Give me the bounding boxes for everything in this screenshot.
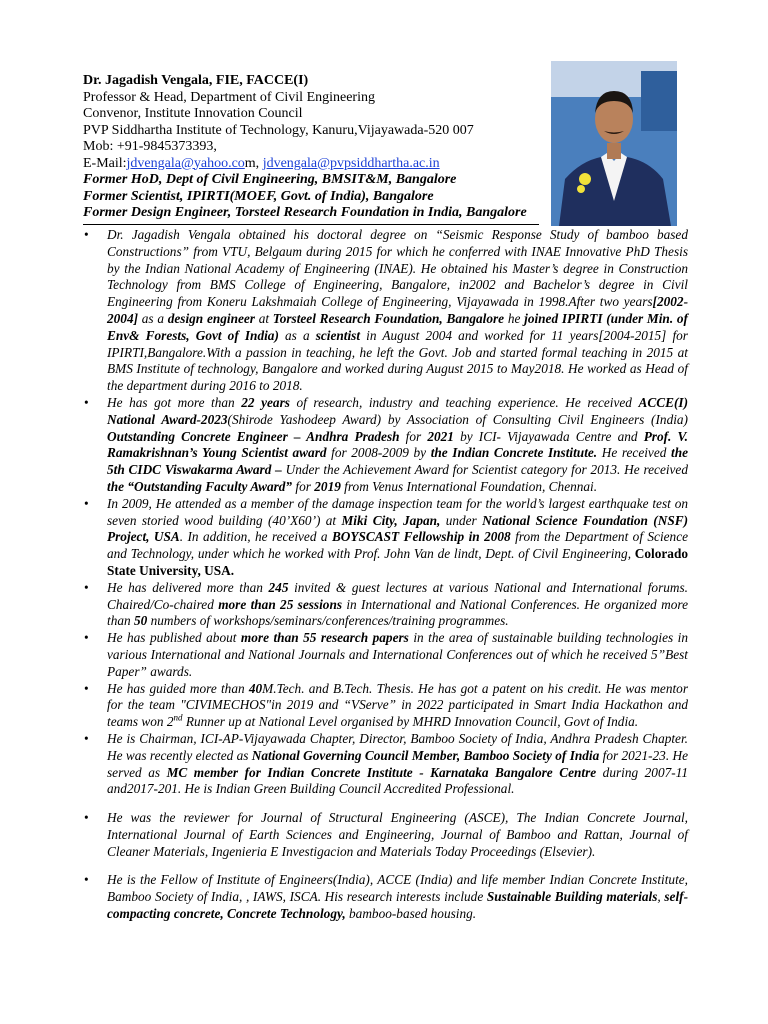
list-item: • He has delivered more than 245 invited & guest lectures at various National and International forums. Chaired/Co-chaired more than 25 sessions in International and National Conferences. He organized more than 50 numbers of workshops/seminars/conferences/training programmes.: [84, 579, 688, 629]
list-item: • Dr. Jagadish Vengala obtained his doctoral degree on “Seismic Response Study of bamboo based Constructions” from VTU, Belgaum during 2015 for which he conferred with INAE Innovative PhD Thesis by the Indian National Academy of Engineering (INAE). He obtained his Master’s degree in Construction Technology from BMS College of Engineering, Bangalore, in2002 and Bachelor’s degree in Civil Engineering from Koneru Lakshmaiah College of Engineering, Vijayawada in 1998.After two years[2002-2004] as a design engineer at Torsteel Research Foundation, Bangalore he joined IPIRTI (under Min. of Env& Forests, Govt of India) as a scientist in August 2004 and worked for 11 years[2004-2015] for IPIRTI,Bangalore.With a passion in teaching, he left the Govt. Job and started formal teaching in 2015 at BMS Institute of technology, Bangalore and worked during August 2015 to May2018. He worked as Head of the department during 2016 to 2018.: [84, 227, 688, 394]
bullet-icon: •: [84, 810, 89, 826]
profile-photo: [551, 61, 677, 226]
former-role-1: Former HoD, Dept of Civil Engineering, BMSIT&M, Bangalore: [83, 172, 457, 187]
email-line: [83, 156, 545, 173]
position-line: Professor & Head, Department of Civil Engineering: [83, 89, 375, 105]
person-name: Dr. Jagadish Vengala, FIE, FACCE(I): [83, 73, 309, 88]
bullet-icon: •: [84, 680, 89, 696]
list-item: • He is the Fellow of Institute of Engineers(India), ACCE (India) and life member Indian Concrete Institute, Bamboo Society of India, , IAWS, ISCA. His research interests include Sustainable Building materials, self- compacting concrete, Concrete Technology, bamboo-based housing.: [84, 872, 689, 922]
institute-line: PVP Siddhartha Institute of Technology, Kanuru,Vijayawada-520 007: [83, 122, 474, 138]
bullet-icon: •: [84, 730, 89, 746]
former-role-3: Former Design Engineer, Torsteel Research Foundation in India, Bangalore: [83, 205, 527, 220]
bullet-icon: •: [84, 394, 89, 410]
email-link-yahoo[interactable]: jdvengala@yahoo.co: [126, 155, 245, 171]
bullet-icon: •: [84, 495, 89, 511]
former-role-2: Former Scientist, IPIRTI(MOEF, Govt. of India), Bangalore: [83, 188, 434, 204]
list-item: • He is Chairman, ICI-AP-Vijayawada Chapter, Director, Bamboo Society of India, Andhra Pradesh Chapter. He was recently elected as National Governing Council Member, Bamboo Society of India for 2021-23. He served as MC member for Indian Concrete Institute - Karnataka Bangalore Centre during 2007-11 and2017-201. He is Indian Green Building Council Accredited Professional.: [84, 730, 689, 797]
email-link-pvp[interactable]: jdvengala@pvpsiddhartha.ac.in: [262, 155, 440, 171]
bullet-icon: •: [84, 872, 89, 888]
bullet-icon: •: [84, 227, 89, 242]
portrait-illustration: [551, 61, 677, 226]
list-item: • He has guided more than 40M.Tech. and B.Tech. Thesis. He has got a patent on his credit. He was mentor for the team "CIVIMECHOS"in 2019 and “VServe” in 2022 participated in Smart India Hackathon and teams won 2nd Runner up at National Level organised by MHRD Innovation Council, Govt of India.: [84, 680, 688, 730]
email-prefix: E-Mail:: [83, 155, 127, 171]
list-item: • In 2009, He attended as a member of the damage inspection team for the world’s largest earthquake test on seven storied wood building (40’X60’) at Miki City, Japan, under National Science Foundation (NSF) Project, USA. In addition, he received a BOYSCAST Fellowship in 2008 from the Department of Science and Technology, under which he worked with Prof. John Van de lindt, Dept. of Civil Engineering, Colorado State University, USA.: [84, 495, 689, 578]
list-item: • He has got more than 22 years of research, industry and teaching experience. He received ACCE(I) National Award-2023(Shirode Yashodeep Award) by Association of Consulting Civil Engineers (India) Outstanding Concrete Engineer – Andhra Pradesh for 2021 by ICI- Vijayawada Centre and Prof. V. Ramakrishnan’s Young Scientist award for 2008-2009 by the Indian Concrete Institute. He received the 5th CIDC Viswakarma Award – Under the Achievement Award for Scientist category for 2013. He received the “Outstanding Faculty Award” for 2019 from Venus International Foundation, Chennai.: [84, 394, 689, 494]
list-item: • He was the reviewer for Journal of Structural Engineering (ASCE), The Indian Concrete Journal, International Journal of Earth Sciences and Engineering, Journal of Bamboo and Rattan, Journal of Cleaner Materials, Ingenieria E Investigacion and Materials Today Proceedings (Elsevier).: [84, 810, 688, 859]
achievements-list: [84, 227, 688, 923]
bullet-icon: •: [84, 579, 89, 595]
list-item: • He has published about more than 55 research papers in the area of sustainable building technologies in various International and National Journals and International Conferences out of which he received 5”Best Paper” awards.: [84, 630, 688, 679]
header-divider: [83, 224, 539, 225]
mobile-line: Mob: +91-9845373393,: [83, 139, 217, 154]
role-line: Convenor, Institute Innovation Council: [83, 106, 303, 121]
email-separator: m,: [244, 155, 263, 171]
header-block: [83, 73, 545, 222]
bullet-icon: •: [84, 630, 89, 646]
